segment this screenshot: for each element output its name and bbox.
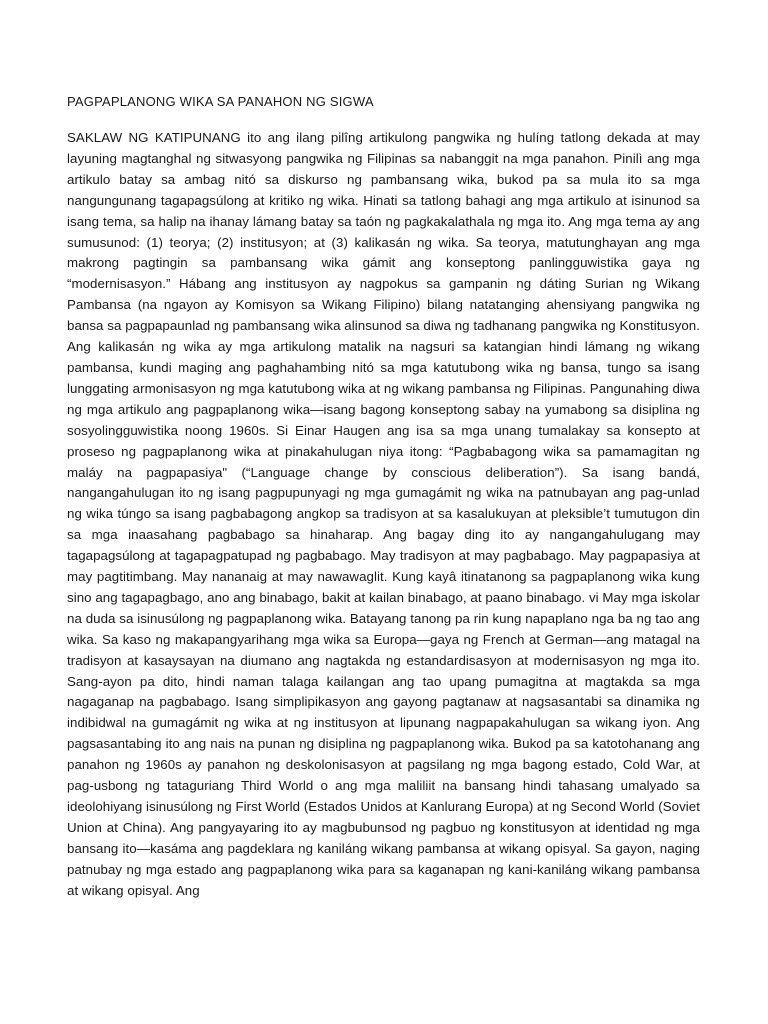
document-page xyxy=(67,92,700,902)
document-title: PAGPAPLANONG WIKA SA PANAHON NG SIGWA xyxy=(67,94,374,109)
document-body-paragraph: SAKLAW NG KATIPUNANG ito ang ilang pilîng artikulong pangwika ng hulíng tatlong dekada at may layuning magtanghal ng sitwasyong pangwika ng Filipinas sa nabanggit na mga panahon. Pinilì ang mga artikulo batay sa ambag nitó sa diskurso ng pambansang wika, bukod pa sa mula ito sa mga nangungunang tagapagsúlong at kritiko ng wika. Hinati sa tatlong bahagi ang mga artikulo at isinunod sa isang tema, sa halip na ihanay lámang batay sa taón ng pagkakalathala ng mga ito. Ang mga tema ay ang sumusunod: (1) teorya; (2) institusyon; at (3) kalikasán ng wika. Sa teorya, matutunghayan ang mga makrong pagtingin sa pambansang wika gámit ang konseptong panlingguwistika gaya ng “modernisasyon.” Hábang ang institusyon ay nagpokus sa gampanin ng dáting Surian ng Wikang Pambansa (na ngayon ay Komisyon sa Wikang Filipino) bilang natatanging ahensiyang pangwika ng bansa sa pagpapaunlad ng pambansang wika alinsunod sa diwa ng tadhanang pangwika ng Konstitusyon. Ang kalikasán ng wika ay mga artikulong matalik na nagsuri sa katangian hindi lámang ng wikang pambansa, kundi maging ang paghahambing nitó sa mga katutubong wika ng bansa, tungo sa isang lunggating armonisasyon ng mga katutubong wika at ng wikang pambansa ng Filipinas. Pangunahing diwa ng mga artikulo ang pagpaplanong wika—isang bagong konseptong sabay na yumabong sa disiplina ng sosyolingguwistika noong 1960s. Si Einar Haugen ang isa sa mga unang tumalakay sa konsepto at proseso ng pagpaplanong wika at pinakahulugan niya itong: “Pagbabagong wika sa pamamagitan ng maláy na pagpapasiya" (“Language change by conscious deliberation”). Sa isang bandá, nangangahulugan ito ng isang pagpupunyagi ng mga gumagámit ng wika na patnubayan ang pag-unlad ng wika túngo sa isang pagbabagong angkop sa tradisyon at sa kasalukuyan at pleksible’t tumutugon din sa mga inaasahang pagbabago sa hinaharap. Ang bagay ding ito ay nangangahulugang may tagapagsúlong at tagapagpatupad ng pagbabago. May tradisyon at may pagbabago. May pagpapasiya at may pagtitimbang. May nananaig at may nawawaglit. Kung kayâ itinatanong sa pagpaplanong wika kung sino ang tagapagbago, ano ang binabago, bakit at kailan binabago, at paano binabago. vi May mga iskolar na duda sa isinusúlong ng pagpaplanong wika. Batayang tanong pa rin kung napaplano nga ba ng tao ang wika. Sa kaso ng makapangyarihang mga wika sa Europa—gaya ng French at German—ang matagal na tradisyon at kasaysayan na diumano ang nagtakda ng estandardisasyon at modernisasyon ng mga ito. Sang-ayon pa dito, hindi naman talaga kailangan ang tao upang pumagitna at magtakda sa mga nagaganap na pagbabago. Isang simplipikasyon ang gayong pagtanaw at nagsasantabi sa dinamika ng indibidwal na gumagámit ng wika at ng institusyon at lipunang nagpapakahulugan sa wikang iyon. Ang pagsasantabing ito ang nais na punan ng disiplina ng pagpaplanong wika. Bukod pa sa katotohanang ang panahon ng 1960s ay panahon ng deskolonisasyon at pagsilang ng mga bagong estado, Cold War, at pag-usbong ng tataguriang Third World o ang mga maliliit na bansang hindi tahasang umalyado sa ideolohiyang isinusúlong ng First World (Estados Unidos at Kanlurang Europa) at ng Second World (Soviet Union at China). Ang pangyayaring ito ay magbubunsod ng pagbuo ng konstitusyon at identidad ng mga bansang ito—kasáma ang pagdeklara ng kaniláng wikang pambansa at wikang opisyal. Sa gayon, naging patnubay ng mga estado ang pagpaplanong wika para sa kaganapan ng kani-kaniláng wikang pambansa at wikang opisyal. Ang xyxy=(67,130,700,898)
